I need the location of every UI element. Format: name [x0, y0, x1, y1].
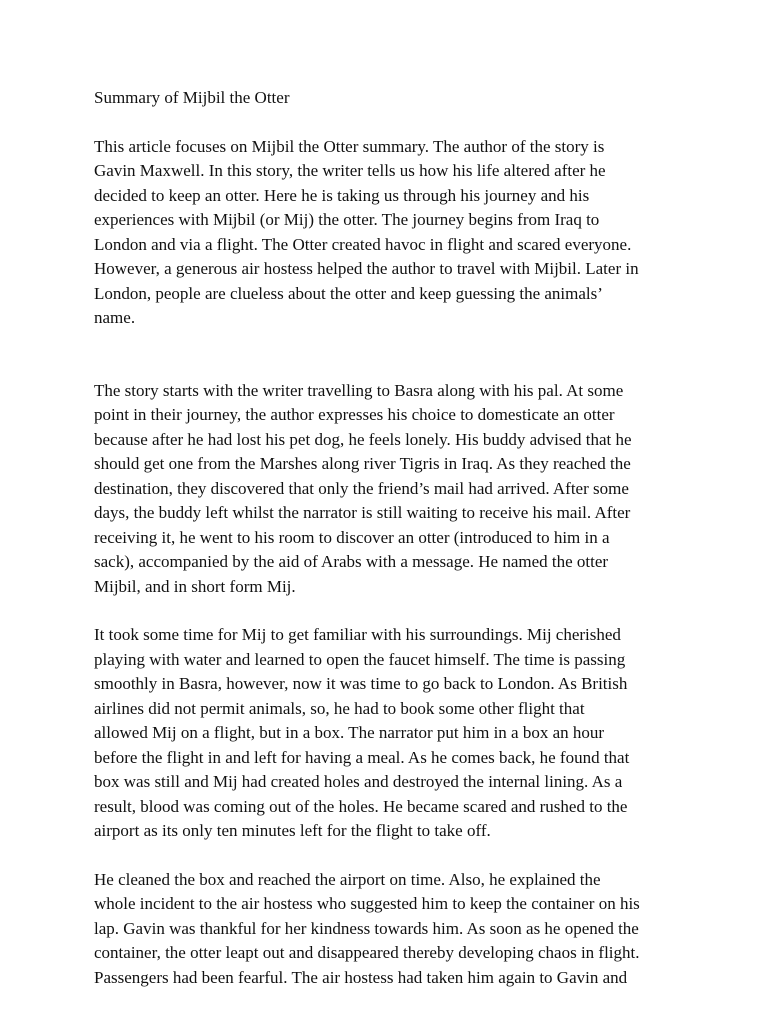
- text-line: days, the buddy left whilst the narrator is still waiting to receive his mail. After: [94, 503, 631, 522]
- text-line: receiving it, he went to his room to discover an otter (introduced to him in a: [94, 527, 610, 547]
- text-line: allowed Mij on a flight, but in a box. The narrator put him in a box an hour: [94, 723, 605, 742]
- paragraph-intro: [94, 135, 684, 331]
- text-line: result, blood was coming out of the holes. He became scared and rushed to the: [94, 796, 628, 816]
- text-line: Gavin Maxwell. In this story, the writer tells us how his life altered after he: [94, 161, 606, 180]
- text-line: London and via a flight. The Otter created havoc in flight and scared everyone.: [94, 234, 632, 254]
- text-line: because after he had lost his pet dog, he feels lonely. His buddy advised that he: [94, 429, 632, 449]
- text-line: He cleaned the box and reached the airport on time. Also, he explained the: [94, 869, 601, 889]
- text-line: playing with water and learned to open the faucet himself. The time is passing: [94, 649, 626, 669]
- text-line: smoothly in Basra, however, now it was time to go back to London. As British: [94, 674, 628, 693]
- text-line: decided to keep an otter. Here he is taking us through his journey and his: [94, 185, 590, 205]
- text-line: container, the otter leapt out and disappeared thereby developing chaos in flight.: [94, 943, 640, 962]
- document-body: [94, 86, 684, 990]
- text-line: However, a generous air hostess helped the author to travel with Mijbil. Later in: [94, 259, 639, 278]
- paragraph-basra: [94, 623, 684, 844]
- text-line: should get one from the Marshes along river Tigris in Iraq. As they reached the: [94, 454, 631, 473]
- text-line: The story starts with the writer travelling to Basra along with his pal. At some: [94, 380, 624, 400]
- document-title: Summary of Mijbil the Otter: [94, 88, 290, 107]
- text-line: point in their journey, the author expresses his choice to domesticate an otter: [94, 405, 615, 424]
- text-line: London, people are clueless about the otter and keep guessing the animals’: [94, 283, 603, 303]
- text-line: Passengers had been fearful. The air hostess had taken him again to Gavin and: [94, 967, 628, 987]
- text-line: whole incident to the air hostess who suggested him to keep the container on his: [94, 894, 640, 913]
- text-line: experiences with Mijbil (or Mij) the otter. The journey begins from Iraq to: [94, 210, 600, 229]
- text-line: before the flight in and left for having a meal. As he comes back, he found that: [94, 747, 630, 767]
- text-line: box was still and Mij had created holes and destroyed the internal lining. As a: [94, 772, 623, 791]
- paragraph-spacer: [94, 331, 684, 379]
- text-line: It took some time for Mij to get familiar with his surroundings. Mij cherished: [94, 625, 621, 644]
- text-line: sack), accompanied by the aid of Arabs with a message. He named the otter: [94, 552, 609, 571]
- text-line: Mijbil, and in short form Mij.: [94, 576, 296, 596]
- paragraph-flight: [94, 868, 684, 991]
- text-line: airport as its only ten minutes left for the flight to take off.: [94, 821, 491, 840]
- text-line: destination, they discovered that only the friend’s mail had arrived. After some: [94, 478, 629, 498]
- text-line: This article focuses on Mijbil the Otter summary. The author of the story is: [94, 136, 605, 156]
- text-line: lap. Gavin was thankful for her kindness towards him. As soon as he opened the: [94, 918, 639, 938]
- paragraph-spacer: [94, 599, 684, 623]
- text-line: name.: [94, 308, 136, 327]
- paragraph-spacer: [94, 844, 684, 868]
- paragraph-journey: [94, 379, 684, 600]
- text-line: airlines did not permit animals, so, he had to book some other flight that: [94, 698, 585, 718]
